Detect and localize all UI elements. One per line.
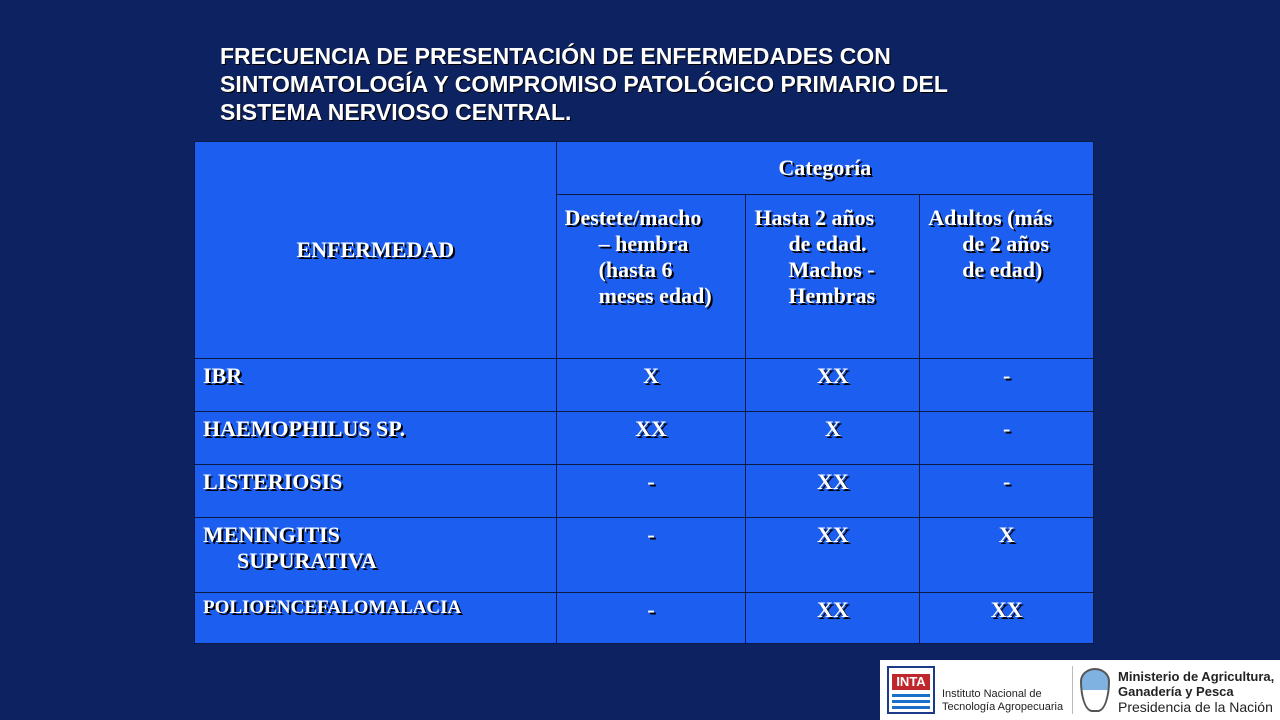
table-row <box>195 359 1094 412</box>
subheader-adultos <box>920 195 1094 359</box>
value-cell: X <box>920 518 1094 593</box>
value-cell: XX <box>746 359 920 412</box>
ministry-line: Presidencia de la Nación <box>1118 699 1273 715</box>
header-enfermedad: ENFERMEDAD <box>195 142 557 359</box>
subheader-hasta-2-anos <box>746 195 920 359</box>
value-cell: - <box>556 465 746 518</box>
subheader-line: (hasta 6 <box>598 257 673 282</box>
subheader-line: de 2 años <box>962 231 1050 256</box>
footer-logos <box>880 660 1280 720</box>
inta-stripe-icon <box>892 700 930 703</box>
value-cell: - <box>920 412 1094 465</box>
subheader-line: de edad) <box>962 257 1043 282</box>
header-categoria: Categoría <box>556 142 1093 195</box>
subheader-destete <box>556 195 746 359</box>
inta-name-line: Instituto Nacional de <box>942 688 1042 700</box>
disease-name: HAEMOPHILUS SP. <box>195 412 557 465</box>
inta-name-line: Tecnología Agropecuaria <box>942 701 1064 713</box>
inta-stripe-icon <box>892 706 930 709</box>
value-cell: - <box>556 518 746 593</box>
logo-divider <box>1072 666 1073 714</box>
table-row <box>195 465 1094 518</box>
value-cell: XX <box>920 593 1094 644</box>
disease-name-line: MENINGITIS <box>203 522 340 547</box>
value-cell: X <box>746 412 920 465</box>
subheader-line: Hasta 2 años <box>754 205 875 230</box>
ministry-name <box>1118 669 1274 716</box>
disease-name: LISTERIOSIS <box>195 465 557 518</box>
value-cell: - <box>920 359 1094 412</box>
inta-logo-icon <box>887 666 935 714</box>
value-cell: X <box>556 359 746 412</box>
header-row-1 <box>195 142 1094 195</box>
title-line-3: SISTEMA NERVIOSO CENTRAL. <box>220 99 572 125</box>
table-row <box>195 518 1094 593</box>
ministry-line: Ganadería y Pesca <box>1118 684 1234 699</box>
disease-name <box>195 518 557 593</box>
value-cell: XX <box>746 465 920 518</box>
inta-logo-text: INTA <box>892 674 930 690</box>
value-cell: XX <box>746 518 920 593</box>
coat-of-arms-icon <box>1080 668 1110 712</box>
disease-frequency-table <box>194 141 1094 644</box>
subheader-line: Hembras <box>788 283 876 308</box>
inta-name <box>942 688 1063 714</box>
ministry-line: Ministerio de Agricultura, <box>1118 669 1275 684</box>
table-row <box>195 412 1094 465</box>
subheader-line: – hembra <box>598 231 689 256</box>
slide-title <box>220 42 1120 126</box>
subheader-line: Machos - <box>788 257 875 282</box>
value-cell: XX <box>556 412 746 465</box>
disease-name: POLIOENCEFALOMALACIA <box>195 593 557 644</box>
value-cell: - <box>920 465 1094 518</box>
subheader-line: Adultos (más <box>928 205 1053 230</box>
inta-stripe-icon <box>892 694 930 697</box>
subheader-line: meses edad) <box>598 283 712 308</box>
subheader-line: Destete/macho <box>564 205 702 230</box>
title-line-1: FRECUENCIA DE PRESENTACIÓN DE ENFERMEDADES CON <box>220 43 891 69</box>
title-line-2: SINTOMATOLOGÍA Y COMPROMISO PATOLÓGICO PRIMARIO DEL <box>220 71 948 97</box>
subheader-line: de edad. <box>788 231 867 256</box>
value-cell: - <box>556 593 746 644</box>
table-row <box>195 593 1094 644</box>
value-cell: XX <box>746 593 920 644</box>
disease-name-line: SUPURATIVA <box>237 548 377 573</box>
disease-name: IBR <box>195 359 557 412</box>
